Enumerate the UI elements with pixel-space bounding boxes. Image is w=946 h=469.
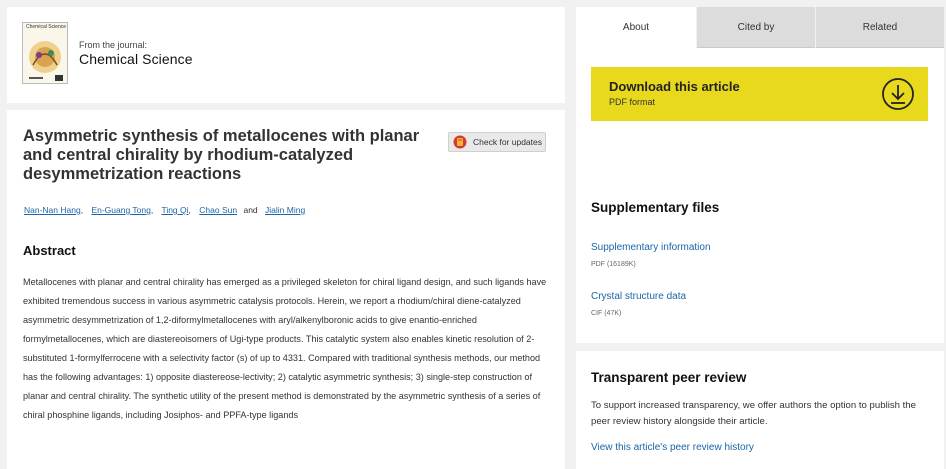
abstract-text: Metallocenes with planar and central chirality has emerged as a privileged skeleton for chiral ligand design, and such ligands have exhibited tremendous success in various asymmetric catalysis protocols. Herein, we report a rhodium/chiral diene-catalyzed asymmetric desymmetrization of 1,2-diformylmetallocenes with aryl/alkenylboronic acids to give enantio-enriched formylmetallocenes, which are diastereoisomers of Ugi-type products. This catalytic system also enables kinetic resolution of 2-substituted 1-formylferrocene with a selectivity factor (s) of up to 4331. Compared with traditional synthesis methods, our method has the following advantages: 1) opposite diastereose-lectivity; 2) catalytic asymmetric synthesis; 3) single-step construction of planar and central chirality. The synthetic utility of the present method is demonstrated by the asymmetric synthesis of a series of chiral phosphine ligands, including Josiphos- and PPFA-type ligands bbox=[23, 277, 547, 420]
author-link[interactable]: Jialin Ming bbox=[265, 205, 306, 215]
author-link[interactable]: Ting Qi bbox=[161, 205, 189, 215]
peer-review-history-link[interactable]: View this article's peer review history bbox=[591, 442, 754, 453]
right-column bbox=[576, 7, 946, 469]
author-link[interactable]: En-Guang Tong bbox=[91, 205, 151, 215]
supplementary-information-link[interactable]: Supplementary information bbox=[591, 242, 711, 253]
supplementary-information-meta: PDF (16189K) bbox=[591, 261, 636, 268]
download-title: Download this article bbox=[609, 79, 740, 94]
download-circle-icon bbox=[881, 77, 915, 111]
check-for-updates-button[interactable] bbox=[448, 132, 546, 152]
download-format: PDF format bbox=[609, 97, 656, 107]
left-column bbox=[7, 7, 565, 469]
from-journal-label: From the journal: bbox=[79, 40, 148, 50]
download-article-button[interactable] bbox=[591, 67, 928, 121]
journal-cover-image[interactable] bbox=[22, 22, 68, 84]
crystal-structure-meta: CIF (47K) bbox=[591, 310, 622, 317]
article-panel bbox=[7, 110, 565, 469]
check-for-updates-label: Check for updates bbox=[473, 137, 542, 147]
abstract-heading: Abstract bbox=[23, 243, 76, 258]
peer-review-heading: Transparent peer review bbox=[591, 370, 747, 385]
peer-review-panel bbox=[576, 351, 944, 469]
crossmark-icon bbox=[453, 135, 467, 149]
sidebar-tabs bbox=[576, 7, 944, 48]
cover-title: Chemical Science bbox=[26, 24, 67, 30]
crystal-structure-link[interactable]: Crystal structure data bbox=[591, 291, 687, 302]
journal-name-link[interactable]: Chemical Science bbox=[79, 51, 193, 67]
article-title: Asymmetric synthesis of metallocenes with planar and central chirality by rhodium-catalyzed desymmetrization reactions bbox=[23, 127, 420, 183]
author-list: Nan-Nan Hang, En-Guang Tong, Ting Qi, Chao Sun and Jialin Ming bbox=[24, 205, 306, 215]
about-panel bbox=[576, 48, 944, 343]
supplementary-heading: Supplementary files bbox=[591, 200, 720, 215]
tab-related[interactable]: Related bbox=[816, 7, 944, 48]
author-link[interactable]: Chao Sun bbox=[199, 205, 238, 215]
tab-about[interactable]: About bbox=[576, 7, 696, 48]
journal-header bbox=[7, 7, 565, 103]
tab-cited-by[interactable]: Cited by bbox=[697, 7, 815, 48]
author-link[interactable]: Nan-Nan Hang bbox=[24, 205, 81, 215]
cover-art-icon bbox=[23, 35, 68, 84]
author-and-word: and bbox=[243, 205, 258, 215]
peer-review-text: To support increased transparency, we offer authors the option to publish the peer review history alongside their article. bbox=[591, 400, 916, 427]
